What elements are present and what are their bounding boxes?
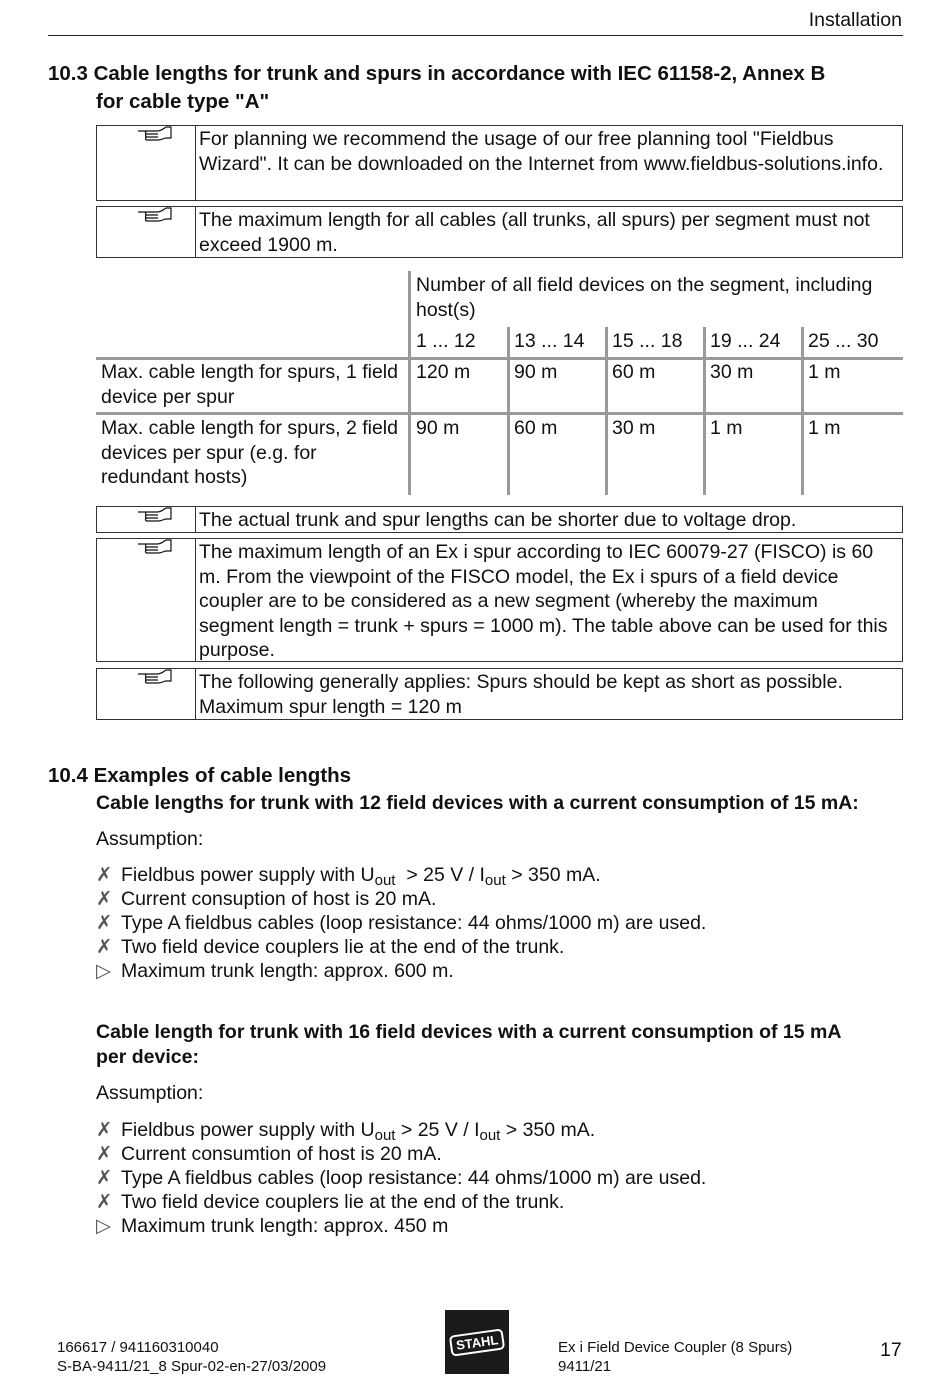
pointing-hand-icon xyxy=(97,507,196,532)
table-cell: 1 m xyxy=(710,417,743,439)
cross-bullet-icon: ✗ xyxy=(96,888,113,910)
table-cell: 60 m xyxy=(514,417,558,439)
pointing-hand-icon xyxy=(97,539,196,661)
list-item: ✗ Two field device couplers lie at the end of the trunk. xyxy=(96,1191,565,1213)
page-footer xyxy=(0,1300,950,1379)
cross-bullet-icon: ✗ xyxy=(96,936,113,958)
cross-bullet-icon: ✗ xyxy=(96,1167,113,1189)
assumption-label: Assumption: xyxy=(96,828,204,850)
footer-doc-id: 166617 / 941160310040 xyxy=(57,1339,219,1356)
list-item: ✗ Current consuption of host is 20 mA. xyxy=(96,888,437,910)
triangle-right-icon: ▷ xyxy=(96,1215,111,1237)
table-cell: 30 m xyxy=(710,361,754,383)
cross-bullet-icon: ✗ xyxy=(96,912,113,934)
pointing-hand-icon xyxy=(97,207,196,257)
list-item: ✗ Current consumtion of host is 20 mA. xyxy=(96,1143,442,1165)
section-10-4-heading: 10.4 Examples of cable lengths xyxy=(48,764,352,787)
note-text-5: The following generally applies: Spurs should be kept as short as possible. Maximum spur length = 120 m xyxy=(199,671,843,718)
cross-bullet-icon: ✗ xyxy=(96,1191,113,1213)
list-item: ✗ Type A fieldbus cables (loop resistance: 44 ohms/1000 m) are used. xyxy=(96,1167,707,1189)
table-column-header: 25 ... 30 xyxy=(808,330,879,352)
pointing-hand-icon xyxy=(97,126,196,200)
table-column-header: 1 ... 12 xyxy=(416,330,476,352)
cross-bullet-icon: ✗ xyxy=(96,1143,113,1165)
note-text-3: The actual trunk and spur lengths can be shorter due to voltage drop. xyxy=(199,509,797,531)
cross-bullet-icon: ✗ xyxy=(96,1119,113,1141)
footer-product-number: 9411/21 xyxy=(558,1358,612,1375)
section-10-3-heading-cont: for cable type "A" xyxy=(96,90,270,113)
table-row-label: Max. cable length for spurs, 2 field devices per spur (e.g. for redundant hosts) xyxy=(101,417,398,488)
header-section-title: Installation xyxy=(808,9,902,31)
list-item: ▷ Maximum trunk length: approx. 600 m. xyxy=(96,960,454,982)
stahl-logo: STAHL xyxy=(445,1310,509,1374)
list-item: ✗ Fieldbus power supply with $U_{out} > 25$ $V / I_{out} > 350$ mA. xyxy=(96,864,601,889)
cable-length-table xyxy=(96,271,903,496)
list-item: ▷ Maximum trunk length: approx. 450 m xyxy=(96,1215,449,1237)
table-cell: 1 m xyxy=(808,417,841,439)
table-row-label: Max. cable length for spurs, 1 field device per spur xyxy=(101,361,398,408)
example-2-title-cont: per device: xyxy=(96,1046,199,1068)
list-item: ✗ Two field device couplers lie at the end of the trunk. xyxy=(96,936,565,958)
table-column-header: 13 ... 14 xyxy=(514,330,585,352)
section-10-3-heading: 10.3 Cable lengths for trunk and spurs in accordance with IEC 61158-2, Annex B xyxy=(48,62,826,85)
note-box-3 xyxy=(96,506,903,533)
table-cell: 1 m xyxy=(808,361,841,383)
note-box-2 xyxy=(96,206,903,258)
footer-product: Ex i Field Device Coupler (8 Spurs) xyxy=(558,1339,793,1356)
list-item: ✗ Type A fieldbus cables (loop resistance: 44 ohms/1000 m) are used. xyxy=(96,912,707,934)
table-header: Number of all field devices on the segment, including host(s) xyxy=(416,274,873,321)
footer-doc-ref: S-BA-9411/21_8 Spur-02-en-27/03/2009 xyxy=(57,1358,327,1375)
note-box-1 xyxy=(96,125,903,201)
table-cell: 30 m xyxy=(612,417,656,439)
table-cell: 90 m xyxy=(514,361,558,383)
note-text-1: For planning we recommend the usage of our free planning tool "Fieldbus Wizard". It can be downloaded on the Internet from www.fieldbus-solutions.info. xyxy=(199,128,884,175)
table-cell: 60 m xyxy=(612,361,656,383)
table-cell: 90 m xyxy=(416,417,460,439)
table-column-header: 15 ... 18 xyxy=(612,330,683,352)
note-text-2: The maximum length for all cables (all trunks, all spurs) per segment must not exceed 1900 m. xyxy=(199,209,870,256)
triangle-right-icon: ▷ xyxy=(96,960,111,982)
table-cell: 120 m xyxy=(416,361,471,383)
example-1-title: Cable lengths for trunk with 12 field devices with a current consumption of 15 mA: xyxy=(96,792,859,814)
example-2-title: Cable length for trunk with 16 field devices with a current consumption of 15 mA xyxy=(96,1021,842,1043)
cross-bullet-icon: ✗ xyxy=(96,864,113,886)
assumption-label: Assumption: xyxy=(96,1082,204,1104)
note-box-4 xyxy=(96,538,903,662)
pointing-hand-icon xyxy=(97,669,196,719)
page-number: 17 xyxy=(880,1339,902,1361)
note-box-5 xyxy=(96,668,903,720)
list-item: ✗ Fieldbus power supply with $U_{out} > 25$ $V / I_{out} > 350$ mA. xyxy=(96,1119,596,1144)
header-rule xyxy=(48,35,903,36)
table-column-header: 19 ... 24 xyxy=(710,330,781,352)
note-text-4: The maximum length of an Ex i spur according to IEC 60079-27 (FISCO) is 60 m. From the viewpoint of the FISCO model, the Ex i spurs of a field device coupler are to be considered as a new segment (whereby the maximum segment length = trunk + spurs = 1000 m). The table above can be used for this purpose. xyxy=(199,541,888,661)
